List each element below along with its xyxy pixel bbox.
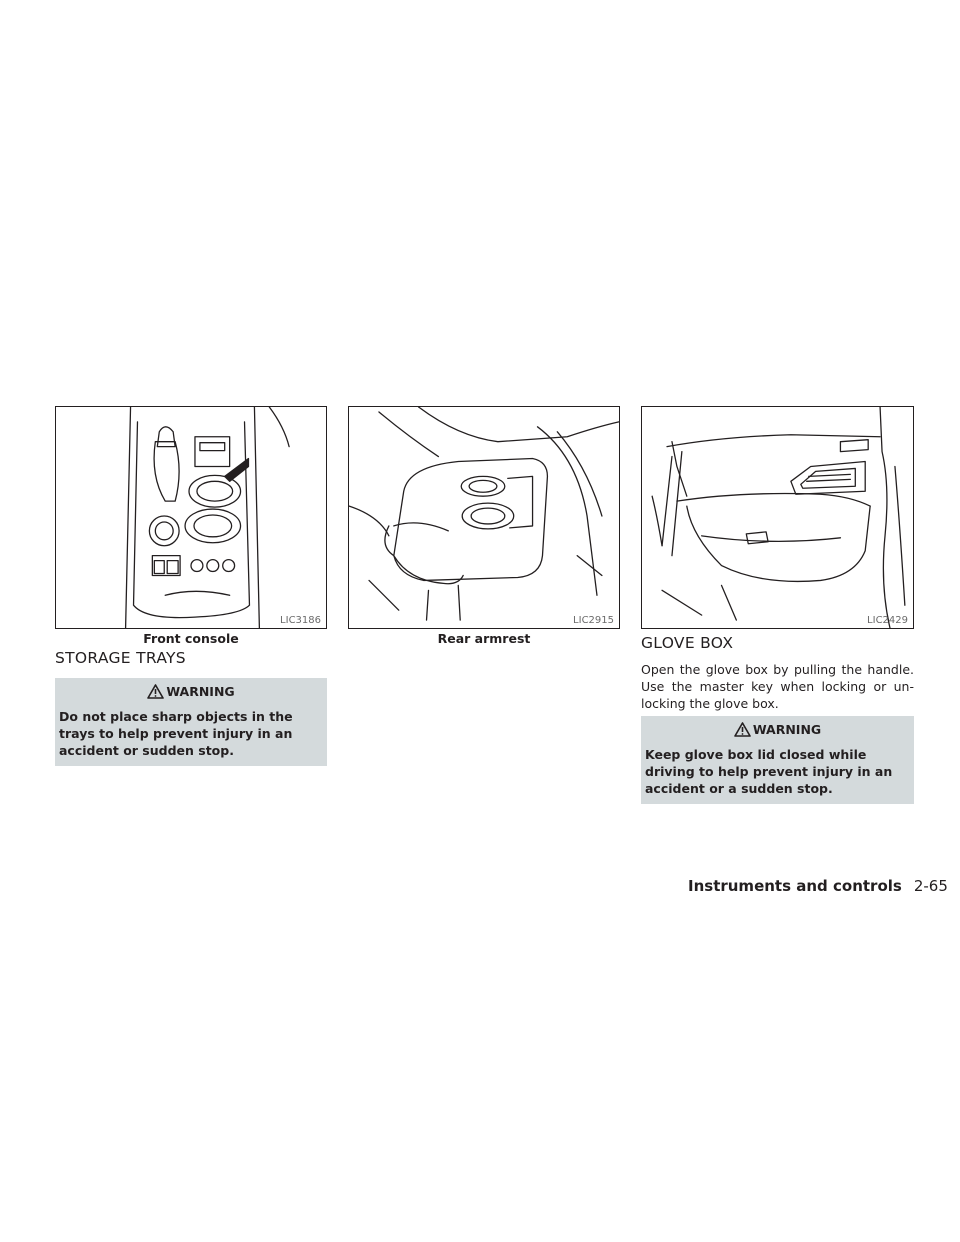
page-number: 2-65	[913, 877, 948, 895]
section-heading-storage-trays: STORAGE TRAYS	[55, 649, 186, 667]
footer-section-title: Instruments and controls	[688, 877, 902, 895]
warning-title: WARNING	[166, 684, 235, 699]
glove-box-instructions: Open the glove box by pulling the handle. Use the master key when locking or un-locking the glove box.	[641, 662, 914, 711]
warning-triangle-icon	[734, 722, 751, 737]
figure-caption: Front console	[143, 631, 239, 646]
figure-glove-box	[641, 406, 914, 629]
warning-title: WARNING	[752, 722, 822, 737]
warning-box-storage-trays	[55, 678, 327, 766]
warning-triangle-icon	[147, 684, 164, 699]
warning-text: Do not place sharp objects in the trays to help prevent injury in an accident or sudden stop.	[59, 709, 293, 758]
figure-rear-armrest	[348, 406, 620, 629]
glove-box-illustration	[642, 407, 913, 628]
figure-code: LIC2429	[867, 615, 908, 626]
figure-caption: Rear armrest	[437, 631, 531, 646]
figure-code: LIC3186	[280, 615, 321, 626]
warning-title-row	[59, 684, 323, 699]
warning-box-glove-box	[641, 716, 914, 804]
figure-code: LIC2915	[573, 615, 614, 626]
figure-front-console	[55, 406, 327, 629]
rear-armrest-illustration	[349, 407, 619, 628]
warning-title-row	[645, 722, 910, 737]
page-footer	[688, 877, 948, 895]
warning-text: Keep glove box lid closed while driving to help prevent injury in an accident or a sudden stop.	[645, 747, 893, 796]
front-console-illustration	[56, 407, 326, 628]
section-heading-glove-box: GLOVE BOX	[641, 634, 734, 652]
